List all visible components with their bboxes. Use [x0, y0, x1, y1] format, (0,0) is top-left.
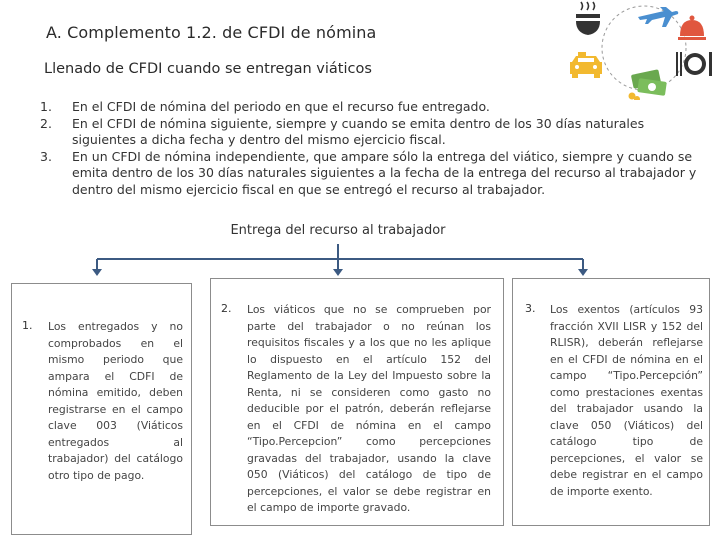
diagram-box-3 [512, 278, 710, 526]
diagram-box-2 [210, 278, 504, 526]
list-item-number: 1. [40, 99, 52, 114]
list-item-number: 2. [40, 115, 52, 131]
list-item-text: En el CFDI de nómina del periodo en que el recurso fue entregado. [72, 99, 490, 114]
box-text: Los viáticos que no se comprueben por parte del trabajador o no reúnan los requisitos fiscales y a los que no les aplique lo dispuesto en el artículo 152 del Reglamento de la Ley del Impuesto sobre la Renta, ni se consideren como gasto no deducible por el patrón, deberán reflejarse en el CFDI de nómina en el campo “Tipo.Percepcion” como percepciones gravadas del trabajador, usando la clave 050 (Viáticos) del catálogo de tipo de percepciones, el valor se debe registrar en el campo de importe gravado. [247, 303, 491, 514]
list-item-text: En un CFDI de nómina independiente, que ampare sólo la entrega del viático, siempre y cuando se emita dentro de los 30 días naturales siguientes a la fecha de la entrega del recurso al trabajador y dentro del mismo ejercicio fiscal en que se entregó el recurso al trabajador. [72, 148, 697, 197]
box-text: Los entregados y no comprobados en el mismo periodo que ampara el CDFI de nómina emitido, deben registrarse en el campo clave 003 (Viáticos entregados al trabajador) del catálogo otro tipo de pago. [48, 320, 183, 482]
list-item-number: 3. [40, 148, 52, 164]
box-number: 2. [221, 302, 232, 315]
page-subtitle: Llenado de CFDI cuando se entregan viáticos [44, 61, 372, 77]
box-number: 3. [525, 302, 536, 315]
page-title: A. Complemento 1.2. de CFDI de nómina [46, 23, 377, 42]
list-item-text: En el CFDI de nómina siguiente, siempre y cuando se emita dentro de los 30 días naturales siguientes a dicha fecha y dentro del mismo ejercicio fiscal. [72, 115, 645, 147]
box-number: 1. [22, 319, 33, 332]
diagram-root-label: Entrega del recurso al trabajador [230, 223, 446, 238]
diagram-box-1 [11, 283, 192, 535]
box-text: Los exentos (artículos 93 fracción XVII LISR y 152 del RLISR), deberán reflejarse en el CFDI de nómina en el campo “Tipo.Percepción” como prestaciones exentas del trabajador usando la clave 050 (Viáticos) del catálogo tipo de percepciones, el valor se debe registrar en el campo de importe exento. [550, 303, 703, 498]
